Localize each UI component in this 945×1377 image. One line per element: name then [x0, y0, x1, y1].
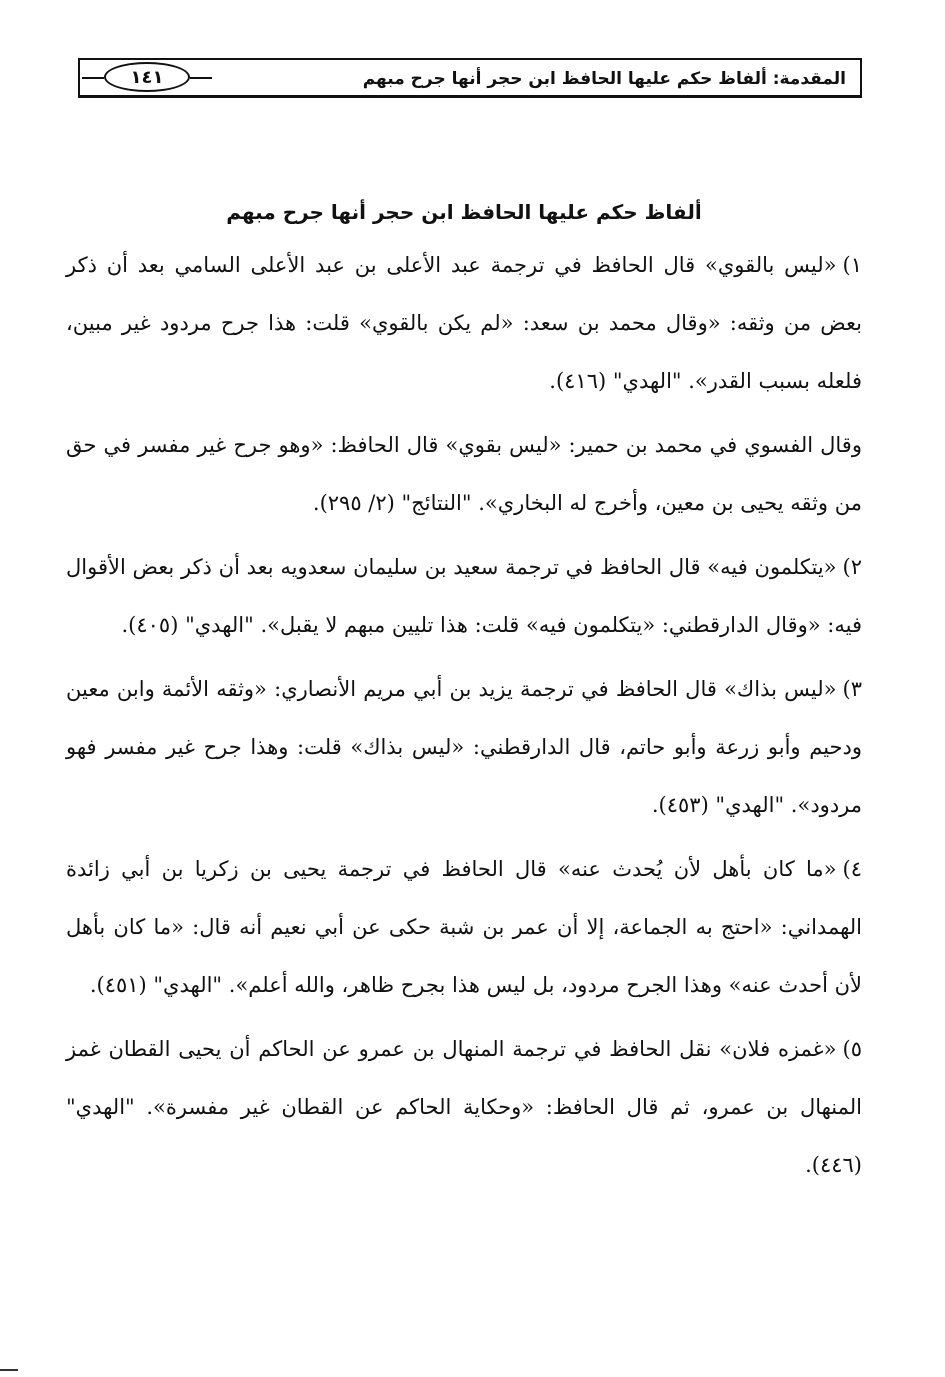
- running-header-title: المقدمة: ألفاظ حكم عليها الحافظ ابن حجر أنها جرح مبهم: [362, 69, 846, 89]
- section-title: ألفاظ حكم عليها الحافظ ابن حجر أنها جرح مبهم: [226, 200, 702, 224]
- paragraph-text: «يتكلمون فيه» قال الحافظ في ترجمة سعيد بن سليمان سعدويه بعد أن ذكر بعض الأقوال فيه: «وقال الدارقطني: «يتكلمون فيه» قلت: هذا تليين مبهم لا يقبل». "الهدي" (٤٠٥).: [66, 555, 862, 637]
- scan-edge-mark: [0, 1369, 18, 1371]
- paragraph-text: وقال الفسوي في محمد بن حمير: «ليس بقوي» قال الحافظ: «وهو جرح غير مفسر في حق من وثقه يحيى بن معين، وأخرج له البخاري». "النتائج" (٢/ ٢٩٥).: [66, 433, 862, 515]
- item-number: ٢): [842, 555, 862, 579]
- item-number: ١): [842, 253, 862, 277]
- paragraph-2: [66, 416, 862, 532]
- page-body: [66, 190, 862, 1200]
- page-number: ١٤١: [104, 62, 190, 92]
- paragraph-5: [66, 840, 862, 1014]
- running-header: [78, 58, 862, 98]
- paragraph-text: «ما كان بأهل لأن يُحدث عنه» قال الحافظ في ترجمة يحيى بن زكريا بن أبي زائدة الهمداني: «احتج به الجماعة، إلا أن عمر بن شبة حكى عن أبي نعيم أنه قال: «ما كان بأهل لأن أحدث عنه» وهذا الجرح مردود، بل ليس هذا بجرح ظاهر، والله أعلم». "الهدي" (٤٥١).: [66, 857, 862, 997]
- paragraph-4: [66, 660, 862, 834]
- item-number: ٣): [842, 677, 862, 701]
- paragraph-text: «ليس بذاك» قال الحافظ في ترجمة يزيد بن أبي مريم الأنصاري: «وثقه الأئمة وابن معين ودحيم وأبو زرعة وأبو حاتم، قال الدارقطني: «ليس بذاك» قلت: وهذا جرح غير مفسر فهو مردود». "الهدي" (٤٥٣).: [66, 677, 862, 817]
- paragraph-text: «ليس بالقوي» قال الحافظ في ترجمة عبد الأعلى بن عبد الأعلى السامي بعد أن ذكر بعض من وثقه: «وقال محمد بن سعد: «لم يكن بالقوي» قلت: هذا جرح مردود غير مبين، فلعله بسبب القدر». "الهدي" (٤١٦).: [66, 253, 862, 393]
- paragraph-6: [66, 1020, 862, 1194]
- item-number: ٥): [842, 1037, 862, 1061]
- item-number: ٤): [842, 857, 862, 881]
- paragraph-text: «غمزه فلان» نقل الحافظ في ترجمة المنهال بن عمرو عن الحاكم أن يحيى القطان غمز المنهال بن عمرو، ثم قال الحافظ: «وحكاية الحاكم عن القطان غير مفسرة». "الهدي" (٤٤٦).: [66, 1037, 862, 1177]
- paragraph-1: [66, 236, 862, 410]
- paragraph-3: [66, 538, 862, 654]
